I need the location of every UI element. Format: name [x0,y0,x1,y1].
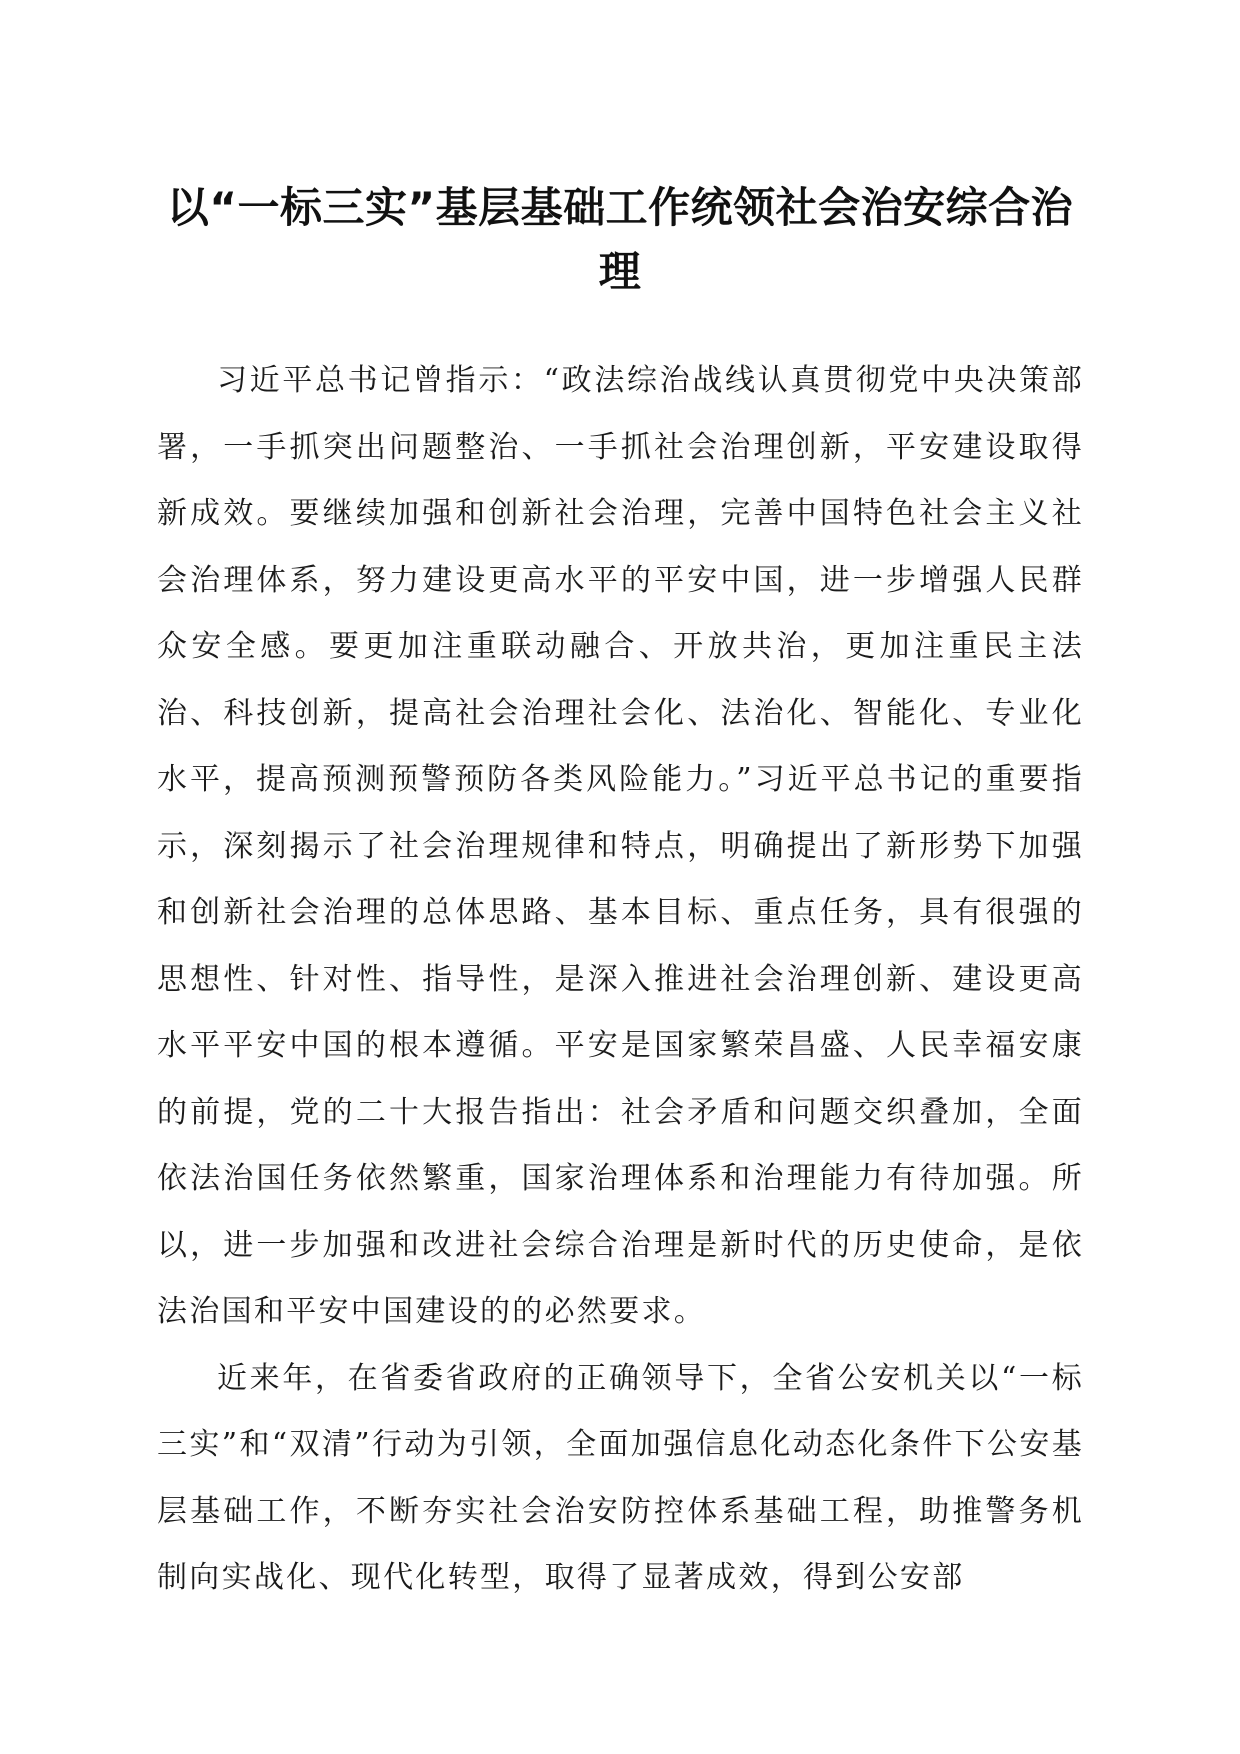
paragraph: 近来年，在省委省政府的正确领导下，全省公安机关以“一标三实”和“双清”行动为引领，全面加强信息化动态化条件下公安基层基础工作，不断夯实社会治安防控体系基础工程，助推警务机制向实战化、现代化转型，取得了显著成效，得到公安部 [157,1360,1084,1595]
document-title: 以“一标三实”基层基础工作统领社会治安综合治理 [166,183,1074,296]
document-body [157,348,1084,1612]
paragraph: 习近平总书记曾指示：“政法综治战线认真贯彻党中央决策部署，一手抓突出问题整治、一手抓社会治理创新，平安建设取得新成效。要继续加强和创新社会治理，完善中国特色社会主义社会治理体系，努力建设更高水平的平安中国，进一步增强人民群众安全感。要更加注重联动融合、开放共治，更加注重民主法治、科技创新，提高社会治理社会化、法治化、智能化、专业化水平，提高预测预警预防各类风险能力。”习近平总书记的重要指示，深刻揭示了社会治理规律和特点，明确提出了新形势下加强和创新社会治理的总体思路、基本目标、重点任务，具有很强的思想性、针对性、指导性，是深入推进社会治理创新、建设更高水平平安中国的根本遵循。平安是国家繁荣昌盛、人民幸福安康的前提，党的二十大报告指出：社会矛盾和问题交织叠加，全面依法治国任务依然繁重，国家治理体系和治理能力有待加强。所以，进一步加强和改进社会综合治理是新时代的历史使命，是依法治国和平安中国建设的的必然要求。 [157,363,1084,1329]
